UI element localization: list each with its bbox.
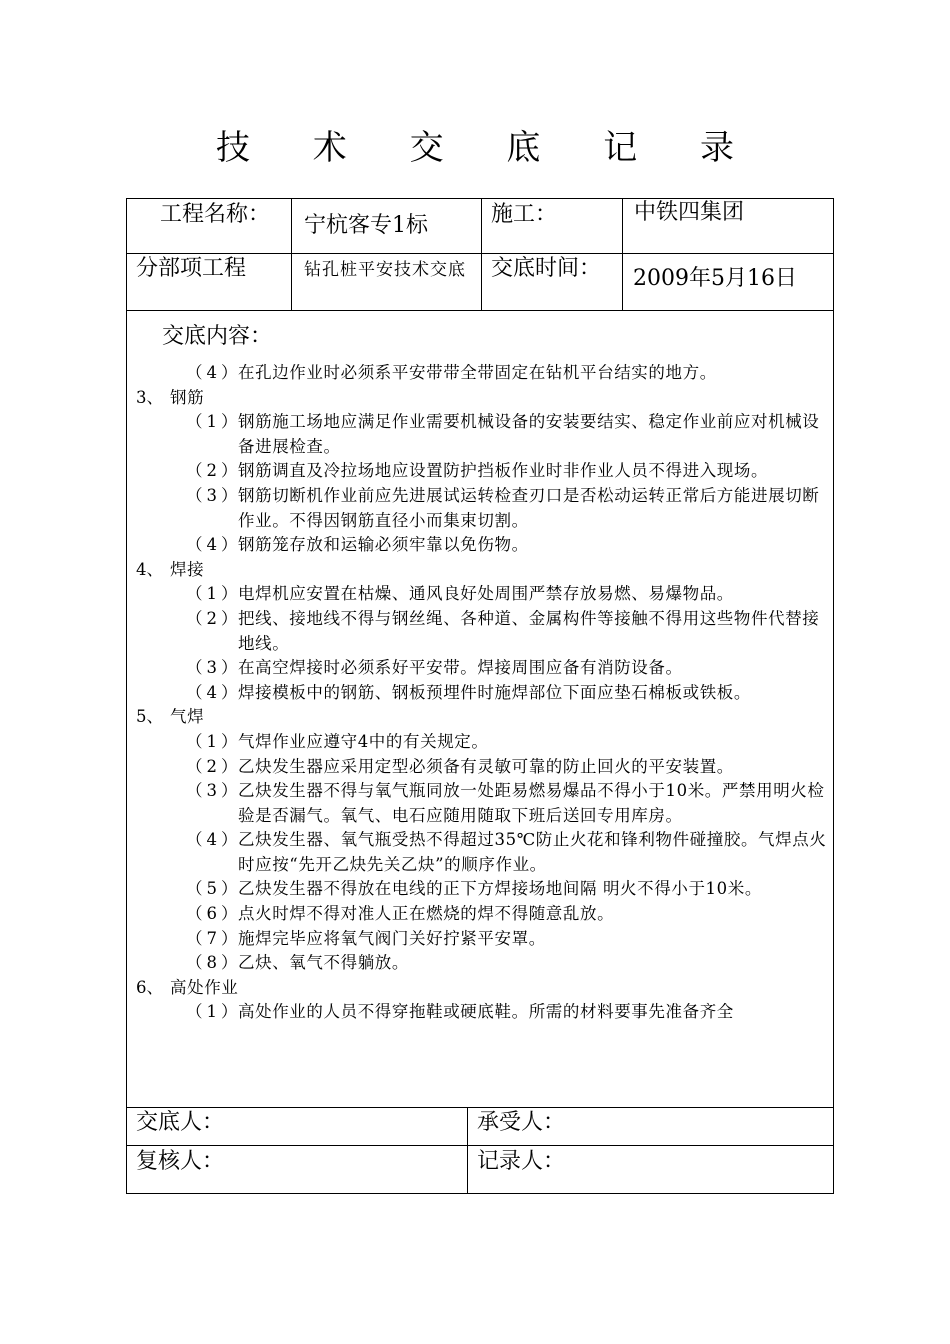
item-text: 乙炔发生器不得与氧气瓶同放一处距易燃易爆品不得小于10米。严禁用明火检验是否漏气。氧气、电石应随用随取下班后送回专用库房。 (238, 781, 825, 825)
column-divider (481, 198, 482, 310)
item-text: 高处作业 (170, 977, 239, 997)
list-item (136, 779, 830, 828)
item-text: 焊接 (170, 559, 205, 579)
project-name-label: 工程名称： (160, 202, 271, 227)
row-divider (126, 1145, 834, 1146)
column-divider (622, 198, 623, 310)
presenter-label: 交底人： (136, 1110, 225, 1135)
item-text: 把线、接地线不得与钢丝绳、各种道、金属构件等接触不得用这些物件代替接地线。 (238, 608, 820, 653)
project-name-value: 宁杭客专1标 (304, 213, 428, 238)
item-text: 钢筋调直及冷拉场地应设置防护挡板作业时非作业人员不得进入现场。 (238, 461, 769, 481)
item-number: （2） (186, 461, 242, 481)
item-number: （3） (186, 658, 242, 678)
item-number: 6、 (136, 977, 163, 997)
construction-label: 施工： (491, 202, 558, 227)
item-text: 乙炔发生器、氧气瓶受热不得超过35℃防止火花和锋利物件碰撞胶。气焊点火时应按“先开乙炔先关乙炔”的顺序作业。 (238, 830, 827, 874)
item-number: （8） (186, 953, 242, 973)
item-text: 点火时焊不得对准人正在燃烧的焊不得随意乱放。 (238, 904, 615, 924)
item-text: 在孔边作业时必须系平安带带全带固定在钻机平台结实的地方。 (238, 363, 717, 382)
item-number: （7） (186, 928, 242, 948)
item-number: 4、 (136, 559, 163, 579)
section-heading (136, 976, 830, 1001)
section-heading (136, 386, 830, 411)
page-title: 技 术 交 底 记 录 (215, 128, 761, 168)
item-text: 施焊完毕应将氧气阀门关好拧紧平安罩。 (238, 928, 546, 948)
list-item (136, 730, 830, 755)
recorder-label: 记录人： (477, 1149, 566, 1174)
list-item (136, 1000, 830, 1025)
item-number: （1） (186, 584, 242, 604)
list-item (136, 927, 830, 952)
item-number: （2） (186, 608, 242, 628)
reviewer-label: 复核人： (136, 1149, 225, 1174)
item-number: （6） (186, 904, 242, 924)
date-value: 2009年5月16日 (633, 266, 797, 291)
list-item (136, 533, 830, 558)
item-text: 高处作业的人员不得穿拖鞋或硬底鞋。所需的材料要事先准备齐全 (238, 1002, 734, 1022)
column-divider (291, 198, 292, 310)
content-body (136, 361, 830, 1025)
item-text: 钢筋笼存放和运输必须牢靠以免伤物。 (238, 535, 529, 555)
item-number: （4） (186, 535, 242, 555)
list-item (136, 484, 830, 533)
list-item (136, 828, 830, 877)
item-number: （1） (186, 412, 242, 432)
subproject-label: 分部项工程 (136, 256, 247, 281)
item-text: 乙炔发生器应采用定型必须备有灵敏可靠的防止回火的平安装置。 (238, 756, 734, 776)
item-number: （4） (186, 682, 242, 702)
item-number: 3、 (136, 387, 163, 407)
column-divider (467, 1107, 468, 1194)
item-text: 钢筋切断机作业前应先进展试运转检查刃口是否松动运转正常后方能进展切断作业。不得因钢筋直径小而集束切割。 (238, 485, 820, 530)
item-number: （3） (186, 485, 242, 505)
list-item (136, 755, 830, 780)
item-number: （4） (186, 363, 242, 382)
list-item (136, 361, 830, 386)
item-number: （4） (186, 830, 242, 850)
list-item (136, 582, 830, 607)
item-text: 钢筋 (170, 387, 205, 407)
item-number: 5、 (136, 707, 163, 727)
item-number: （1） (186, 1002, 242, 1022)
list-item (136, 877, 830, 902)
row-divider (126, 310, 834, 311)
item-text: 焊接模板中的钢筋、钢板预埋件时施焊部位下面应垫石棉板或铁板。 (238, 682, 751, 702)
date-label: 交底时间： (491, 256, 602, 281)
content-heading: 交底内容： (162, 324, 273, 349)
list-item (136, 410, 830, 459)
item-number: （2） (186, 756, 242, 776)
item-number: （1） (186, 731, 242, 751)
list-item (136, 607, 830, 656)
item-text: 乙炔发生器不得放在电线的正下方焊接场地间隔 明火不得小于10米。 (238, 879, 762, 899)
section-heading (136, 705, 830, 730)
receiver-label: 承受人： (477, 1110, 566, 1135)
list-item (136, 681, 830, 706)
list-item (136, 951, 830, 976)
item-text: 电焊机应安置在枯燥、通风良好处周围严禁存放易燃、易爆物品。 (238, 584, 734, 604)
item-text: 钢筋施工场地应满足作业需要机械设备的安装要结实、稳定作业前应对机械设备进展检查。 (238, 412, 820, 456)
list-item (136, 459, 830, 484)
item-text: 乙炔、氧气不得躺放。 (238, 953, 409, 973)
item-number: （5） (186, 879, 242, 899)
list-item (136, 656, 830, 681)
item-text: 气焊 (170, 707, 205, 727)
subproject-value: 钻孔桩平安技术交底 (304, 260, 466, 280)
item-text: 在高空焊接时必须系好平安带。焊接周围应备有消防设备。 (238, 658, 683, 678)
item-text: 气焊作业应遵守4中的有关规定。 (238, 731, 489, 751)
section-heading (136, 558, 830, 583)
item-number: （3） (186, 781, 242, 801)
list-item (136, 902, 830, 927)
construction-value: 中铁四集团 (634, 200, 745, 225)
